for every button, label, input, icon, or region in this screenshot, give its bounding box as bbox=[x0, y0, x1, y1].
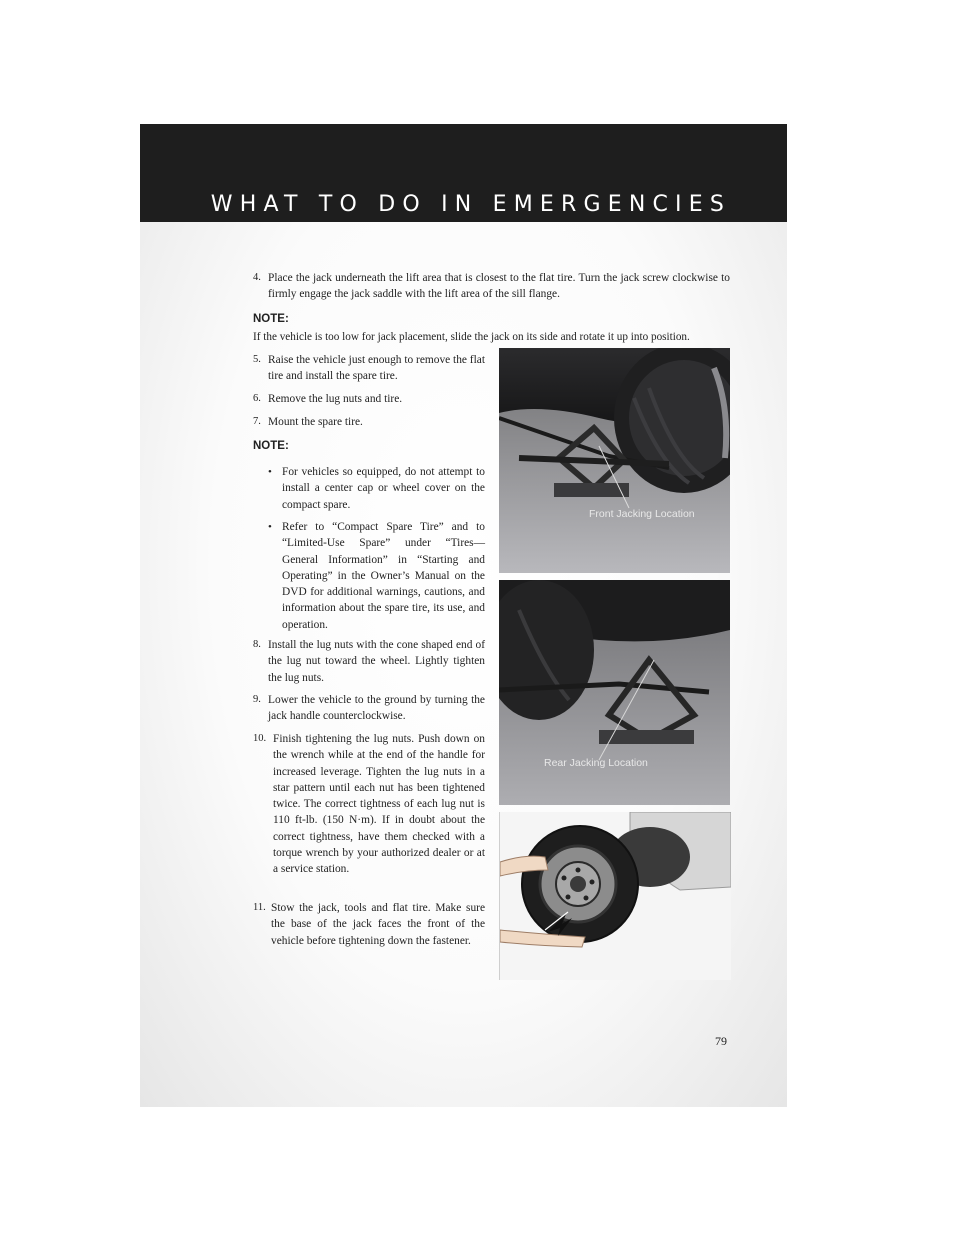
step-number: 7. bbox=[253, 416, 261, 427]
step-text: Remove the lug nuts and tire. bbox=[268, 393, 403, 405]
step-7 bbox=[253, 414, 485, 430]
step-number: 4. bbox=[253, 272, 261, 283]
bullet-text: For vehicles so equipped, do not attempt to install a center cap or wheel cover on the compact spare. bbox=[282, 466, 485, 511]
page-number: 79 bbox=[715, 1034, 727, 1048]
section-title: WHAT TO DO IN EMERGENCIES bbox=[210, 192, 731, 217]
step-4 bbox=[253, 270, 730, 303]
step-number: 8. bbox=[253, 639, 261, 650]
step-text: Mount the spare tire. bbox=[268, 416, 363, 428]
spare-tire-drawing bbox=[500, 812, 731, 980]
step-text: Place the jack underneath the lift area that is closest to the flat tire. Turn the jack screw clockwise to firmly engage the jack saddle with the lift area of the sill flange. bbox=[268, 272, 730, 301]
bullet-dot: • bbox=[268, 466, 272, 478]
step-10 bbox=[253, 731, 485, 878]
bullet-dot: • bbox=[268, 521, 272, 533]
step-6 bbox=[253, 391, 485, 407]
note-bullet bbox=[268, 464, 485, 513]
step-number: 11. bbox=[253, 902, 266, 913]
step-number: 9. bbox=[253, 694, 261, 705]
step-8 bbox=[253, 637, 485, 686]
front-jacking-caption: Front Jacking Location bbox=[589, 508, 695, 520]
step-text: Stow the jack, tools and flat tire. Make sure the base of the jack faces the front of the vehicle before tightening down the fastener. bbox=[271, 902, 485, 947]
step-5 bbox=[253, 352, 485, 385]
step-text: Install the lug nuts with the cone shaped end of the lug nut toward the wheel. Lightly tighten the lug nuts. bbox=[268, 639, 485, 684]
note-label: NOTE: bbox=[253, 313, 289, 325]
note-bullet bbox=[268, 519, 485, 633]
step-text: Raise the vehicle just enough to remove the flat tire and install the spare tire. bbox=[268, 354, 485, 383]
mount-spare-illustration bbox=[499, 812, 731, 980]
note-text: If the vehicle is too low for jack placement, slide the jack on its side and rotate it up into position. bbox=[253, 331, 690, 343]
step-number: 6. bbox=[253, 393, 261, 404]
note-label: NOTE: bbox=[253, 440, 289, 452]
bullet-text: Refer to “Compact Spare Tire” and to “Limited-Use Spare” under “Tires—General Information” in “Starting and Operating” in the Owner’s Manual on the DVD for additional warnings, cautions, and information about the spare tire, its use, and operation. bbox=[282, 521, 485, 631]
step-number: 10. bbox=[253, 733, 267, 744]
step-11 bbox=[253, 900, 485, 949]
step-text: Lower the vehicle to the ground by turning the jack handle counterclockwise. bbox=[268, 694, 485, 723]
front-jacking-photo bbox=[499, 348, 730, 573]
rear-jacking-photo bbox=[499, 580, 730, 805]
front-jack-illustration bbox=[499, 348, 730, 573]
step-text: Finish tightening the lug nuts. Push down on the wrench while at the end of the handle for increased leverage. Tighten the lug nuts in a star pattern until each nut has been tightened twice. The correct tightness of each lug nut is 110 ft-lb. (150 N·m). If in doubt about the correct tightness, have them checked with a torque wrench by your authorized dealer or at a service station. bbox=[273, 733, 485, 876]
rear-jacking-caption: Rear Jacking Location bbox=[544, 757, 648, 769]
rear-jack-illustration bbox=[499, 580, 730, 805]
step-number: 5. bbox=[253, 354, 261, 365]
section-header bbox=[140, 124, 787, 222]
manual-page bbox=[140, 124, 787, 1107]
step-9 bbox=[253, 692, 485, 725]
